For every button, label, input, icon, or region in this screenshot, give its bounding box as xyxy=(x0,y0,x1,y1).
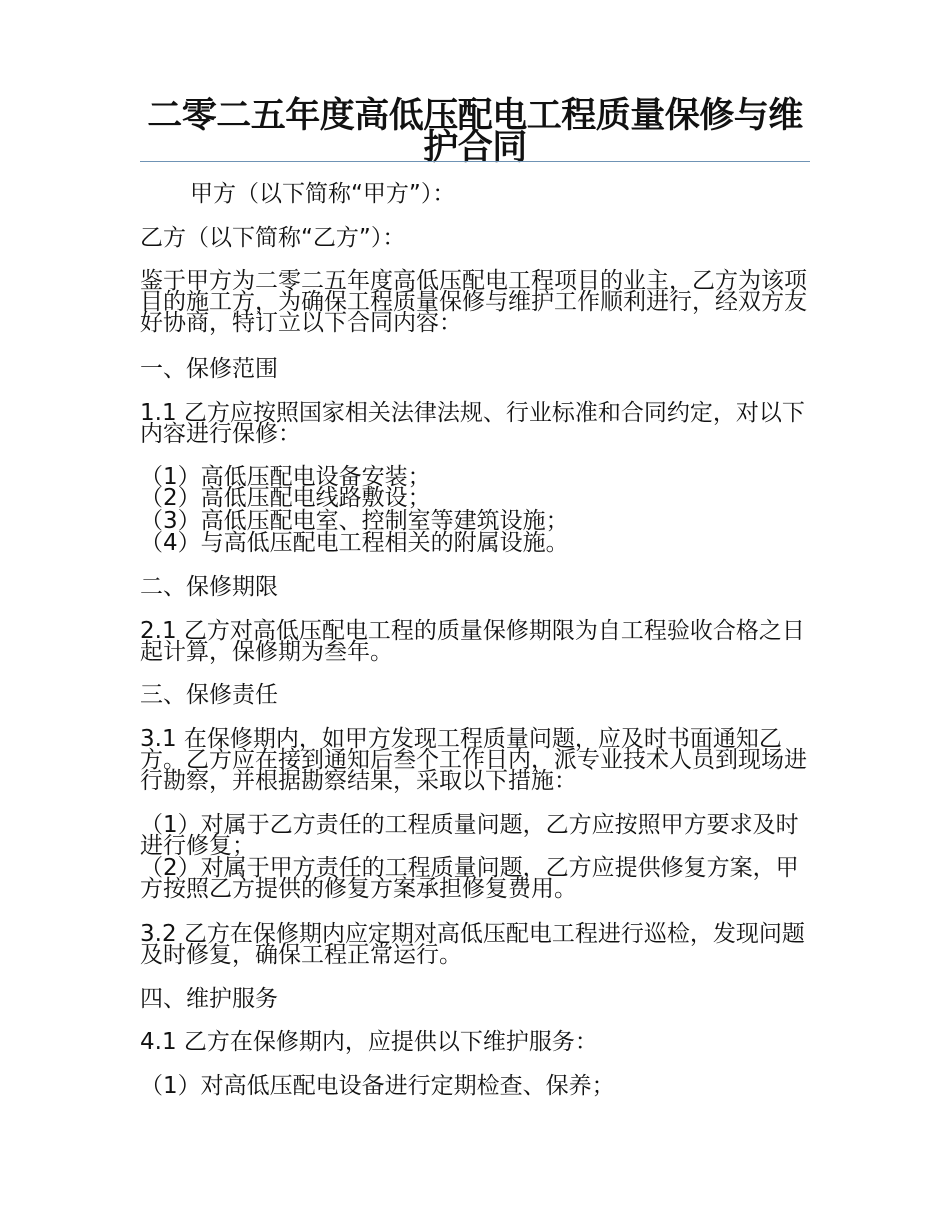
clause-1-1: 1.1 乙方应按照国家相关法律法规、行业标准和合同约定，对以下内容进行保修： xyxy=(140,400,805,447)
clause-4-1-item-1: （1）对高低压配电设备进行定期检查、保养； xyxy=(140,1073,615,1099)
list-item: （3）高低压配电室、控制室等建筑设施； xyxy=(140,508,569,534)
list-item: （2）高低压配电线路敷设； xyxy=(140,485,431,511)
title-underline xyxy=(140,161,810,162)
clause-4-1: 4.1 乙方在保修期内，应提供以下维护服务： xyxy=(140,1029,598,1055)
clause-3-1-item-2: （2）对属于甲方责任的工程质量问题，乙方应提供修复方案，甲方按照乙方提供的修复方案承担修复费用。 xyxy=(140,855,799,902)
clause-3-2: 3.2 乙方在保修期内应定期对高低压配电工程进行巡检，发现问题及时修复，确保工程正常运行。 xyxy=(140,921,805,968)
contract-title: 二零二五年度高低压配电工程质量保修与维护合同 xyxy=(147,96,803,168)
section-1-heading: 一、保修范围 xyxy=(140,356,278,382)
list-item: （1）高低压配电设备安装； xyxy=(140,464,431,490)
clause-2-1: 2.1 乙方对高低压配电工程的质量保修期限为自工程验收合格之日起计算，保修期为叁年。 xyxy=(140,618,805,665)
clause-3-1: 3.1 在保修期内，如甲方发现工程质量问题，应及时书面通知乙方。乙方应在接到通知后叁个工作日内，派专业技术人员到现场进行勘察，并根据勘察结果，采取以下措施： xyxy=(140,726,807,794)
party-b-line: 乙方（以下简称“乙方”）： xyxy=(140,225,406,251)
clause-3-1-item-1: （1）对属于乙方责任的工程质量问题，乙方应按照甲方要求及时进行修复； xyxy=(140,812,799,859)
preamble-paragraph: 鉴于甲方为二零二五年度高低压配电工程项目的业主，乙方为该项目的施工方，为确保工程质量保修与维护工作顺利进行，经双方友好协商，特订立以下合同内容： xyxy=(140,268,807,336)
party-a-line: 甲方（以下简称“甲方”）： xyxy=(190,181,456,207)
list-item: （4）与高低压配电工程相关的附属设施。 xyxy=(140,530,569,556)
section-4-heading: 四、维护服务 xyxy=(140,986,278,1012)
section-2-heading: 二、保修期限 xyxy=(140,574,278,600)
section-3-heading: 三、保修责任 xyxy=(140,682,278,708)
